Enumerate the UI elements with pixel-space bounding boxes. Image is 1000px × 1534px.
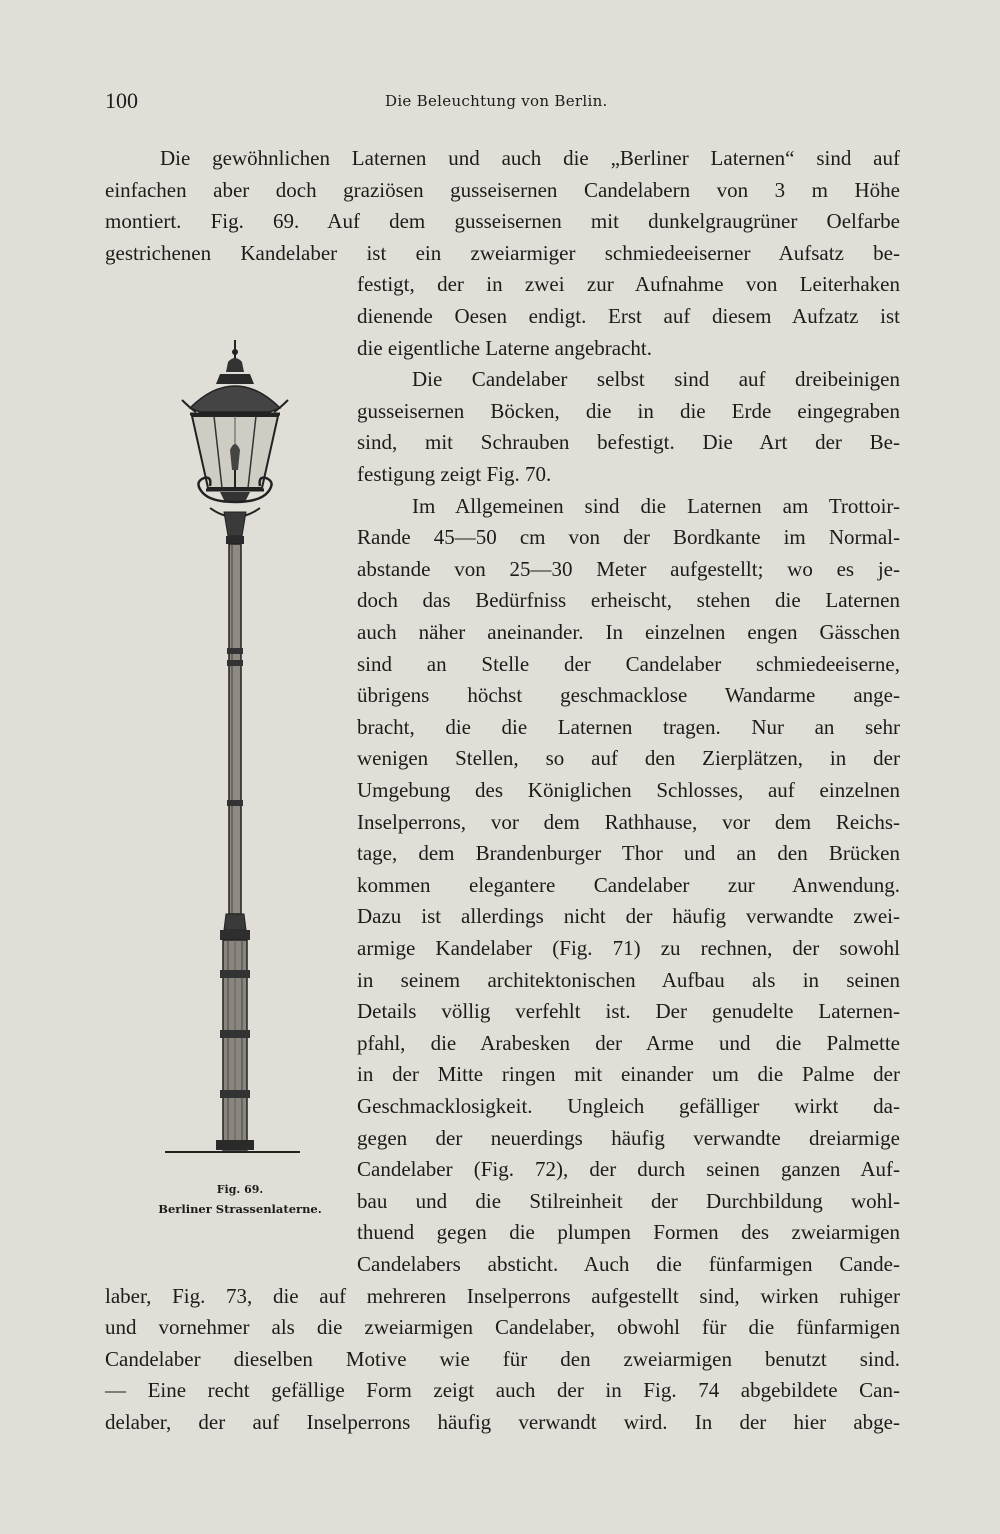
text-line: Die gewöhnlichen Laternen und auch die „Berliner Laternen“ sind auf <box>160 146 900 170</box>
text-line: bau und die Stilreinheit der Durchbildung wohl- <box>357 1188 900 1213</box>
text-line: Inselperrons, vor dem Rathhause, vor dem Reichs- <box>357 809 900 834</box>
text-line: wenigen Stellen, so auf den Zierplätzen, in der <box>357 746 900 771</box>
text-line: armige Kandelaber (Fig. 71) zu rechnen, der sowohl <box>357 936 900 960</box>
text-line: übrigens höchst geschmacklose Wandarme ange- <box>357 683 900 708</box>
street-lamp-illustration <box>150 330 320 1160</box>
text-line: Candelaber (Fig. 72), der durch seinen ganzen Auf- <box>357 1157 900 1182</box>
text-line: Candelaber dieselben Motive wie für den zweiarmigen benutzt sind. <box>105 1346 900 1371</box>
lamp-drawing <box>150 330 320 1160</box>
text-line: Candelabers absticht. Auch die fünfarmigen Cande- <box>357 1252 900 1276</box>
text-line: dienende Oesen endigt. Erst auf diesem Aufzatz ist <box>357 304 900 328</box>
text-line: Geschmacklosigkeit. Ungleich gefälliger wirkt da- <box>357 1094 900 1118</box>
text-line: gusseisernen Böcken, die in die Erde eingegraben <box>357 398 900 423</box>
text-line: auch näher aneinander. In einzelnen engen Gässchen <box>357 620 900 644</box>
figure-caption: Berliner Strassenlaterne. <box>158 1202 322 1216</box>
text-line: gestrichenen Kandelaber ist ein zweiarmiger schmiedeeiserner Aufsatz be- <box>105 240 900 265</box>
text-line: einfachen aber doch graziösen gusseisernen Candelabern von 3 m Höhe <box>105 177 900 202</box>
text-line: montiert. Fig. 69. Auf dem gusseisernen mit dunkelgraugrüner Oelfarbe <box>105 209 900 234</box>
text-line: laber, Fig. 73, die auf mehreren Inselperrons aufgestellt sind, wirken ruhiger <box>105 1283 900 1308</box>
page-header <box>105 88 900 118</box>
text-line: Dazu ist allerdings nicht der häufig verwandte zwei- <box>357 904 900 929</box>
text-line: sind, mit Schrauben befestigt. Die Art der Be- <box>357 430 900 455</box>
text-line: thuend gegen die plumpen Formen des zweiarmigen <box>357 1220 900 1245</box>
text-line: Die Candelaber selbst sind auf dreibeinigen <box>412 367 900 392</box>
text-line: Details völlig verfehlt ist. Der genudelte Laternen- <box>357 999 900 1024</box>
text-line: tage, dem Brandenburger Thor und an den Brücken <box>357 841 900 866</box>
text-line: in seinem architektonischen Aufbau als in seinen <box>357 967 900 992</box>
running-head: Die Beleuchtung von Berlin. <box>385 92 608 110</box>
text-line: doch das Bedürfniss erheischt, stehen die Laternen <box>357 588 900 613</box>
text-line: Rande 45—50 cm von der Bordkante im Normal- <box>357 525 900 550</box>
text-line: pfahl, die Arabesken der Arme und die Palmette <box>357 1030 900 1055</box>
page-number: 100 <box>105 88 138 113</box>
text-line: Umgebung des Königlichen Schlosses, auf einzelnen <box>357 778 900 802</box>
text-line: bracht, die die Laternen tragen. Nur an sehr <box>357 714 900 739</box>
text-line: festigung zeigt Fig. 70. <box>357 462 552 486</box>
text-line: delaber, der auf Inselperrons häufig verwandt wird. In der hier abge- <box>105 1410 900 1434</box>
text-line: — Eine recht gefällige Form zeigt auch der in Fig. 74 abgebildete Can- <box>105 1378 900 1403</box>
text-line: und vornehmer als die zweiarmigen Candelaber, obwohl für die fünfarmigen <box>105 1315 900 1340</box>
text-line: in der Mitte ringen mit einander um die Palme der <box>357 1062 900 1087</box>
text-line: festigt, der in zwei zur Aufnahme von Leiterhaken <box>357 272 900 297</box>
text-line: sind an Stelle der Candelaber schmiedeeiserne, <box>357 651 900 676</box>
text-line: Im Allgemeinen sind die Laternen am Trottoir- <box>412 493 900 518</box>
text-line: kommen elegantere Candelaber zur Anwendung. <box>357 872 900 897</box>
figure-number: Fig. 69. <box>216 1183 264 1196</box>
text-line: abstande von 25—30 Meter aufgestellt; wo es je- <box>357 556 900 581</box>
text-line: gegen der neuerdings häufig verwandte dreiarmige <box>357 1125 900 1150</box>
text-line: die eigentliche Laterne angebracht. <box>357 335 653 360</box>
